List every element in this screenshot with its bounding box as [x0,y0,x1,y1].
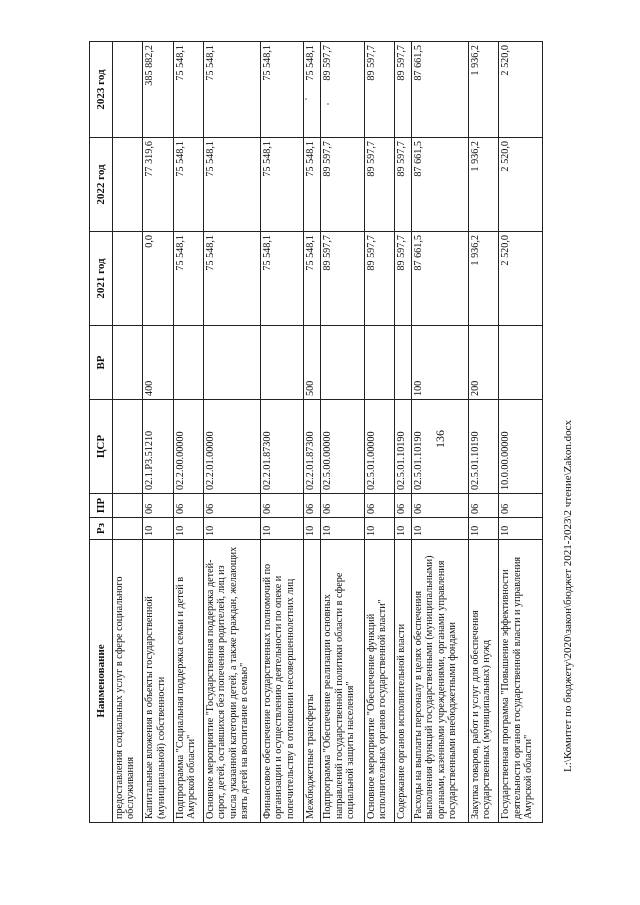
cell-vr: 500 [304,326,321,400]
cell-2021: 87 661,5 [412,232,469,326]
header-2021: 2021 год [90,232,113,326]
table-row [203,42,260,823]
cell-vr: 200 [469,326,499,400]
cell-csr: 02.2.01.87300 [260,400,304,494]
cell-rz: 10 [260,518,304,540]
cell-name: Закупка товаров, работ и услуг для обеспечения государственных (муниципальных) нужд [469,540,499,823]
header-name: Наименование [90,540,113,823]
cell-2023: 87 661,5 [412,42,469,138]
cell-pr: 06 [203,494,260,518]
cell-2021: 1 936,2 [469,232,499,326]
cell-pr: 06 [173,494,203,518]
cell-pr: 06 [469,494,499,518]
cell-pr: 06 [143,494,173,518]
cell-name: предоставления социальных услуг в сфере социального обслуживания [113,540,143,823]
cell-csr [113,400,143,494]
header-pr: ПР [90,494,113,518]
cell-rz: 10 [304,518,321,540]
cell-rz: 10 [173,518,203,540]
cell-rz: 10 [412,518,469,540]
table-row [395,42,412,823]
cell-pr: 06 [304,494,321,518]
cell-pr: 06 [260,494,304,518]
table-row [113,42,143,823]
cell-2023: 1 936,2 [469,42,499,138]
cell-vr [260,326,304,400]
cell-2022: 89 597,7 [321,138,365,232]
page-number: 136 [433,430,447,448]
cell-2022: 75 548,1 [304,138,321,232]
table-row [143,42,173,823]
cell-2021: 2 520,0 [499,232,543,326]
table-row [364,42,394,823]
cell-vr [173,326,203,400]
cell-2022: 1 936,2 [469,138,499,232]
cell-2023: 75 548,1 [260,42,304,138]
cell-rz [113,518,143,540]
cell-vr: 100 [412,326,469,400]
cell-csr: 02.2.00.00000 [173,400,203,494]
cell-vr [395,326,412,400]
budget-table-rotated [89,42,543,823]
cell-2023: 89 597,7 [364,42,394,138]
cell-2023: 2 520,0 [499,42,543,138]
cell-2022: 89 597,7 [395,138,412,232]
cell-name: Расходы на выплаты персоналу в целях обеспечения выполнения функций государственными (муниципальными) органами, казенными учреждениями, органами управления государственными внебюджетными фондами [412,540,469,823]
cell-vr: 400 [143,326,173,400]
cell-csr: 02.2.01.87300 [304,400,321,494]
cell-2022: 75 548,1 [203,138,260,232]
cell-vr [499,326,543,400]
cell-2022: 77 319,6 [143,138,173,232]
cell-2022: 2 520,0 [499,138,543,232]
cell-2021: 75 548,1 [260,232,304,326]
cell-2021: 75 548,1 [304,232,321,326]
cell-csr: 02.5.01.00000 [364,400,394,494]
cell-rz: 10 [143,518,173,540]
cell-2021: 75 548,1 [173,232,203,326]
cell-csr: 10.0.00.00000 [499,400,543,494]
cell-2022: 87 661,5 [412,138,469,232]
cell-csr: 02.5.01.10190 [469,400,499,494]
cell-2022: 75 548,1 [260,138,304,232]
cell-2023: 89 597,7 [321,42,365,138]
cell-csr: 02.5.00.00000 [321,400,365,494]
header-vr: ВР [90,326,113,400]
cell-rz: 10 [499,518,543,540]
header-2023: 2023 год [90,42,113,138]
cell-name: Межбюджетные трансферты [304,540,321,823]
cell-vr [364,326,394,400]
table-row [469,42,499,823]
table-header-row [90,42,113,823]
cell-2021: 89 597,7 [364,232,394,326]
table-row [412,42,469,823]
table-row [321,42,365,823]
cell-vr [113,326,143,400]
cell-name: Капитальные вложения в объекты государственной (муниципальной) собственности [143,540,173,823]
cell-pr: 06 [321,494,365,518]
table-row [260,42,304,823]
cell-rz: 10 [364,518,394,540]
cell-vr [321,326,365,400]
header-csr: ЦСР [90,400,113,494]
cell-csr: 02.5.01.10190 [395,400,412,494]
cell-csr: 02.5.01.10190 [412,400,469,494]
cell-rz: 10 [395,518,412,540]
table-row [499,42,543,823]
cell-pr: 06 [412,494,469,518]
cell-2021: 89 597,7 [321,232,365,326]
cell-pr [113,494,143,518]
cell-vr [203,326,260,400]
cell-csr: 02.1.P3.51210 [143,400,173,494]
budget-table [89,41,543,823]
cell-2021: 75 548,1 [203,232,260,326]
cell-name: Содержание органов исполнительной власти [395,540,412,823]
cell-2021 [113,232,143,326]
cell-pr: 06 [364,494,394,518]
cell-name: Основное мероприятие "Государственная поддержка детей-сирот, детей, оставшихся без попечения родителей, лиц из числа указанной категории детей, а также граждан, желающих взять детей на воспитание в семью" [203,540,260,823]
header-rz: Рз [90,518,113,540]
cell-rz: 10 [203,518,260,540]
table-row [173,42,203,823]
cell-name: Государственная программа "Повышение эффективности деятельности органов государственной власти и управления Амурской области" [499,540,543,823]
cell-2021: 0,0 [143,232,173,326]
cell-name: Финансовое обеспечение государственных полномочий по организации и осуществлению деятельности по опеке и попечительству в отношении несовершеннолетних лиц [260,540,304,823]
header-2022: 2022 год [90,138,113,232]
cell-2023: 385 882,2 [143,42,173,138]
cell-2022: 89 597,7 [364,138,394,232]
cell-2022 [113,138,143,232]
cell-2023: 89 597,7 [395,42,412,138]
cell-name: Подпрограмма "Социальная поддержка семьи и детей в Амурской области" [173,540,203,823]
document-file-path: L:\Комитет по бюджету\2020\закон\бюджет 2021-2023\2 чтение\Zakon.docx [562,420,574,772]
cell-pr: 06 [395,494,412,518]
cell-name: Основное мероприятие "Обеспечение функций исполнительных органов государственной власти" [364,540,394,823]
cell-pr: 06 [499,494,543,518]
table-row [304,42,321,823]
cell-2021: 89 597,7 [395,232,412,326]
cell-2023: 75 548,1 [304,42,321,138]
cell-2022: 75 548,1 [173,138,203,232]
cell-csr: 02.2.01.00000 [203,400,260,494]
cell-2023 [113,42,143,138]
cell-name: Подпрограмма "Обеспечение реализации основных направлений государственной политики области в сфере социальной защиты населения" [321,540,365,823]
cell-2023: 75 548,1 [203,42,260,138]
cell-2023: 75 548,1 [173,42,203,138]
cell-rz: 10 [469,518,499,540]
cell-rz: 10 [321,518,365,540]
